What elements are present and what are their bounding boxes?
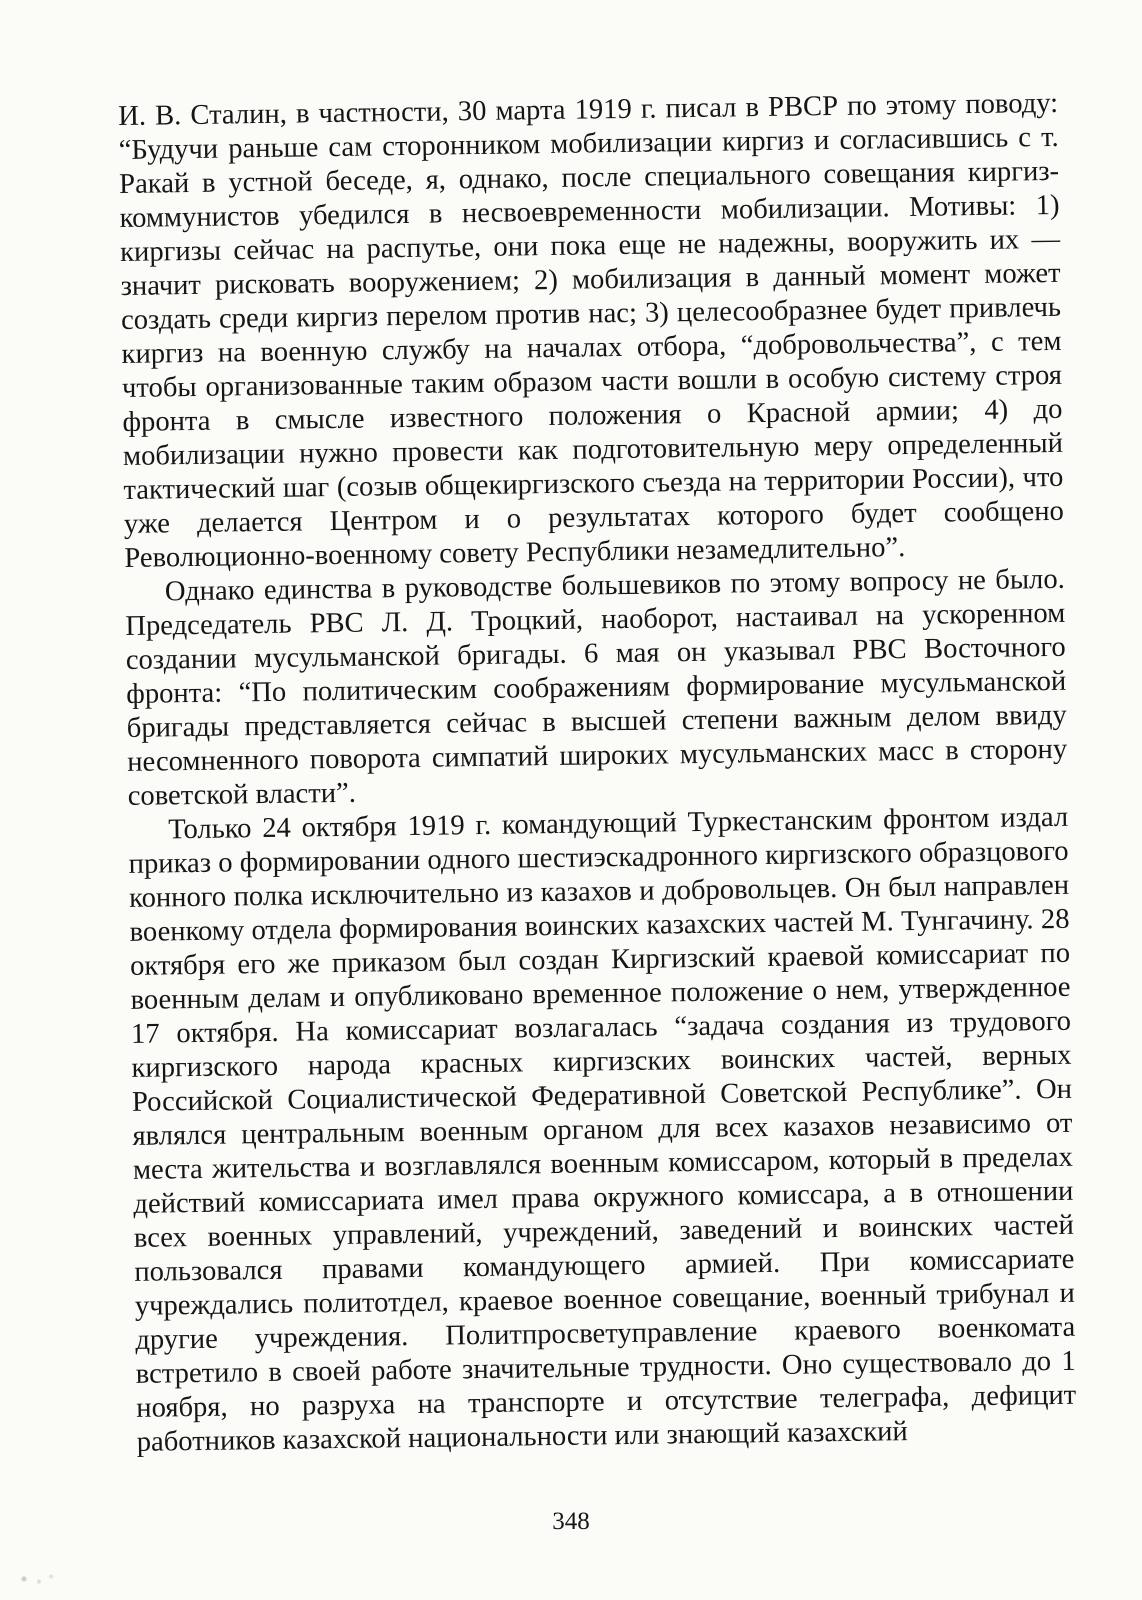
- paragraph-3: Только 24 октября 1919 г. командующий Туркестанским фронтом издал приказ о формировании одного шестиэскадронного киргизского образцового конного полка исключительно из казахов и добровольцев. Он был направлен военкому отдела формирования воинских казахских частей М. Тунгачину. 28 октября его же приказом был создан Киргизский краевой комиссариат по военным делам и опубликовано временное положение о нем, утвержденное 17 октября. На комиссариат возлагалась “задача создания из трудового киргизского народа красных киргизских воинских частей, верных Российской Социалистической Федеративной Советской Республике”. Он являлся центральным военным органом для всех казахов независимо от места жительства и возглавлялся военным комиссаром, который в пределах действий комиссариата имел права окружного комиссара, а в отношении всех военных управлений, учреждений, заведений и воинских частей пользовался правами командующего армией. При комиссариате учреждались политотдел, краевое военное совещание, военный трибунал и другие учреждения. Политпросветуправление краевого военкомата встретило в своей работе значительные трудности. Оно существовало до 1 ноября, но разруха на транспорте и отсутствие телеграфа, дефицит работников казахской национальности или знающий казахский: [128, 801, 1077, 1458]
- body-text: [118, 87, 1077, 1460]
- paragraph-2: Однако единства в руководстве большевиков по этому вопросу не было. Председатель РВС Л. Д. Троцкий, наоборот, настаивал на ускоренном создании мусульманской бригады. 6 мая он указывал РВС Восточного фронта: “По политическим соображениям формирование мусульманской бригады представляется сейчас в высшей степени важным делом ввиду несомненного поворота симпатий широких мусульманских масс в сторону советской власти”.: [125, 563, 1068, 812]
- page-number: 348: [552, 1508, 590, 1535]
- scan-artifact: [6, 1566, 66, 1592]
- paragraph-1: И. В. Сталин, в частности, 30 марта 1919 г. писал в РВСР по этому поводу: “Будучи раньше сам сторонником мобилизации киргиз и согласившись с т. Ракай в устной беседе, я, однако, после специального совещания киргиз-коммунистов убедился в несвоевременности мобилизации. Мотивы: 1) киргизы сейчас на распутье, они пока еще не надежны, вооружить их — значит рисковать вооружением; 2) мобилизация в данный момент может создать среди киргиз перелом против нас; 3) целесообразнее будет привлечь киргиз на военную службу на началах отбора, “добровольчества”, с тем чтобы организованные таким образом части вошли в особую систему строя фронта в смысле известного положения о Красной армии; 4) до мобилизации нужно провести как подготовительную меру определенный тактический шаг (созыв общекиргизского съезда на территории России), что уже делается Центром и о результатах которого будет сообщено Революционно-военному совету Республики незамедлительно”.: [118, 87, 1065, 574]
